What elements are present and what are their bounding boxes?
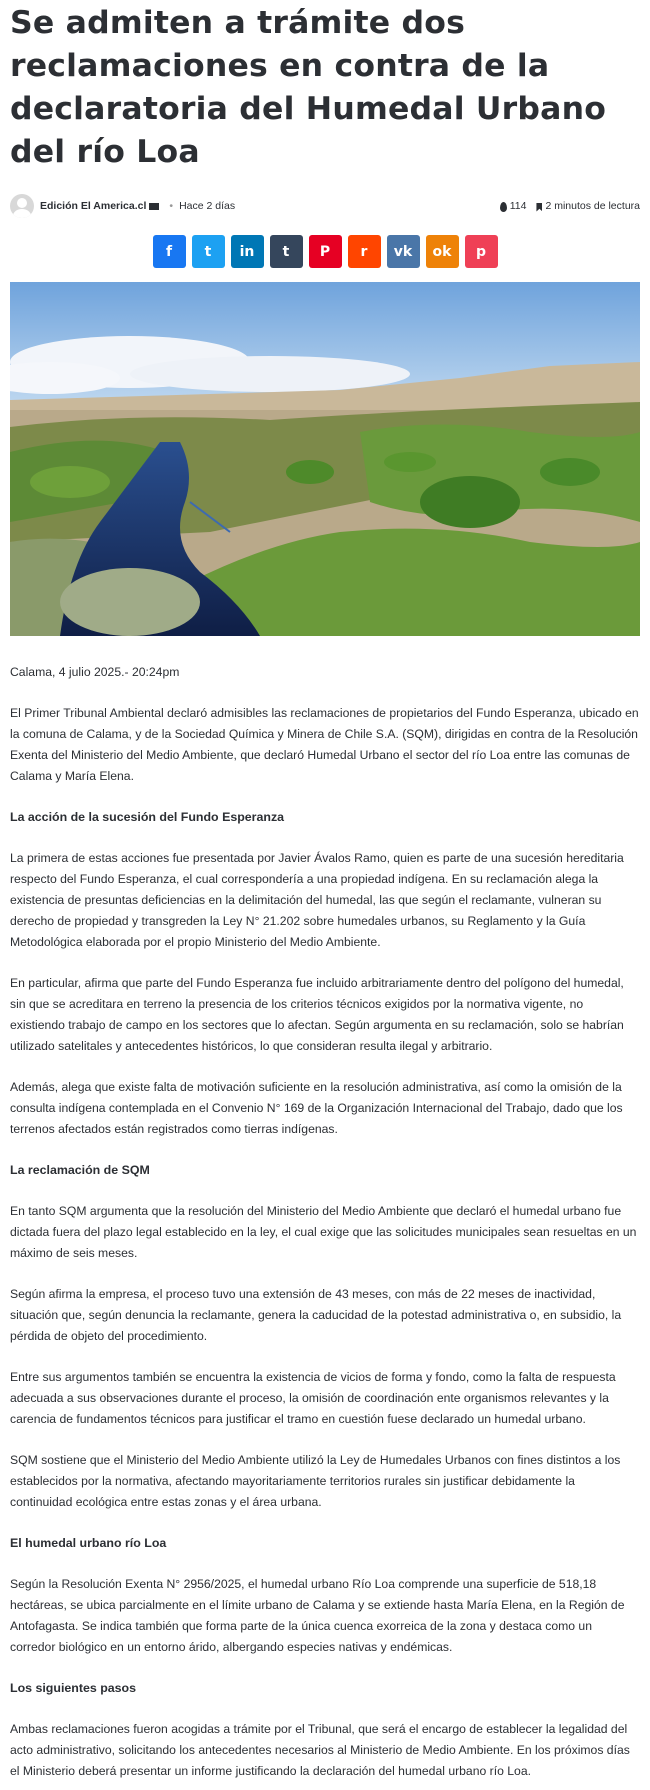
section-heading: La acción de la sucesión del Fundo Esperanza bbox=[10, 810, 285, 824]
fire-icon bbox=[500, 202, 507, 212]
paragraph: Según afirma la empresa, el proceso tuvo una extensión de 43 meses, con más de 22 meses de inactividad, situación que, según denuncia la reclamante, genera la caducidad de la potestad administrativa o, en subsidio, la pérdida de objeto del procedimiento. bbox=[10, 1287, 622, 1343]
reddit-icon: r bbox=[360, 243, 368, 260]
article-title: Se admiten a trámite dos reclamaciones en contra de la declaratoria del Humedal Urbano del río Loa bbox=[10, 5, 607, 170]
separator-dot: • bbox=[169, 200, 174, 212]
paragraph: En particular, afirma que parte del Fundo Esperanza fue incluido arbitrariamente dentro del polígono del humedal, sin que se acreditara en terreno la presencia de los criterios técnicos exigidos por la normativa vigente, no existiendo trabajo de campo en los sectores que lo afectan. Según argumenta en su reclamación, solo se habrían utilizado satelitales y antecedentes históricos, lo que consideran resulta ilegal y arbitrario. bbox=[10, 976, 624, 1053]
share-button-odnoklassniki[interactable] bbox=[426, 235, 459, 268]
author-name[interactable]: Edición El America.cl bbox=[40, 200, 147, 212]
reading-time: 2 minutos de lectura bbox=[545, 200, 640, 212]
paragraph: Según la Resolución Exenta N° 2956/2025, el humedal urbano Río Loa comprende una superficie de 518,18 hectáreas, se ubica parcialmente en el límite urbano de Calama y se extiende hasta María Elena, en la Región de Antofagasta. Se indica también que forma parte de la única cuenca exorreica de la zona y destaca como un corredor biológico en un entorno árido, albergando especies nativas y endémicas. bbox=[10, 1577, 625, 1654]
publish-time: Hace 2 días bbox=[179, 200, 236, 212]
vk-icon: vk bbox=[393, 243, 413, 260]
twitter-icon: t bbox=[204, 243, 212, 260]
facebook-icon: f bbox=[165, 243, 173, 260]
paragraph: SQM sostiene que el Ministerio del Medio Ambiente utilizó la Ley de Humedales Urbanos con fines distintos a los establecidos por la normativa, afectando mayoritariamente territorios rurales sin justificar debidamente la continuidad ecológica entre estas zonas y el área urbana. bbox=[10, 1453, 621, 1509]
odnoklassniki-icon: ok bbox=[432, 243, 452, 260]
share-button-linkedin[interactable] bbox=[231, 235, 264, 268]
article-meta bbox=[10, 192, 640, 220]
article-body bbox=[10, 662, 640, 1782]
share-button-tumblr[interactable] bbox=[270, 235, 303, 268]
pinterest-icon: P bbox=[319, 243, 331, 260]
tumblr-icon: t bbox=[282, 243, 290, 260]
featured-image bbox=[10, 282, 640, 636]
paragraph: Ambas reclamaciones fueron acogidas a trámite por el Tribunal, que será el encargo de establecer la legalidad del acto administrativo, solicitando los antecedentes necesarios al Ministerio de Medio Ambiente. En los próximos días el Ministerio deberá presentar un informe justificando la declaración del humedal urbano río Loa. bbox=[10, 1722, 630, 1778]
article bbox=[0, 2, 650, 1782]
pocket-icon: p bbox=[475, 243, 487, 260]
section-heading: El humedal urbano río Loa bbox=[10, 1536, 167, 1550]
view-count: 114 bbox=[509, 200, 527, 212]
linkedin-icon: in bbox=[239, 243, 255, 260]
share-button-pinterest[interactable] bbox=[309, 235, 342, 268]
envelope-icon[interactable] bbox=[149, 203, 159, 210]
paragraph: El Primer Tribunal Ambiental declaró admisibles las reclamaciones de propietarios del Fundo Esperanza, ubicado en la comuna de Calama, y de la Sociedad Química y Minera de Chile S.A. (SQM), dirigidas en contra de la Resolución Exenta del Ministerio del Medio Ambiente, que declaró Humedal Urbano el sector del río Loa entre las comunas de Calama y María Elena. bbox=[10, 706, 639, 783]
bookmark-icon bbox=[536, 203, 542, 212]
dateline: Calama, 4 julio 2025.- 20:24pm bbox=[10, 665, 180, 679]
share-bar bbox=[10, 235, 640, 268]
share-button-pocket[interactable] bbox=[465, 235, 498, 268]
share-button-vk[interactable] bbox=[387, 235, 420, 268]
paragraph: Entre sus argumentos también se encuentra la existencia de vicios de forma y fondo, como la falta de respuesta adecuada a sus observaciones durante el proceso, la omisión de coordinación ente organismos relevantes y la carencia de fundamentos técnicos para justificar el tramo en cuestión fuese declarado un humedal urbano. bbox=[10, 1370, 616, 1426]
share-button-twitter[interactable] bbox=[192, 235, 225, 268]
author-avatar[interactable] bbox=[10, 194, 34, 218]
paragraph: Además, alega que existe falta de motivación suficiente en la resolución administrativa, así como la omisión de la consulta indígena contemplada en el Convenio N° 169 de la Organización Internacional del Trabajo, dado que los terrenos afectados están registrados como tierras indígenas. bbox=[10, 1080, 623, 1136]
share-button-reddit[interactable] bbox=[348, 235, 381, 268]
section-heading: La reclamación de SQM bbox=[10, 1163, 150, 1177]
section-heading: Los siguientes pasos bbox=[10, 1681, 137, 1695]
share-button-facebook[interactable] bbox=[153, 235, 186, 268]
paragraph: La primera de estas acciones fue presentada por Javier Ávalos Ramo, quien es parte de una sucesión hereditaria respecto del Fundo Esperanza, el cual correspondería a una propiedad indígena. En su reclamación alega la existencia de presuntas deficiencias en la delimitación del humedal, las que según el reclamante, vulneran su derecho de propiedad y transgreden la Ley N° 21.202 sobre humedales urbanos, su Reglamento y la Guía Metodológica elaborada por el propio Ministerio del Medio Ambiente. bbox=[10, 851, 624, 949]
river-wetland-photo bbox=[10, 282, 640, 636]
paragraph: En tanto SQM argumenta que la resolución del Ministerio del Medio Ambiente que declaró el humedal urbano fue dictada fuera del plazo legal establecido en la ley, el cual exige que las solicitudes municipales sean resueltas en un máximo de seis meses. bbox=[10, 1204, 637, 1260]
